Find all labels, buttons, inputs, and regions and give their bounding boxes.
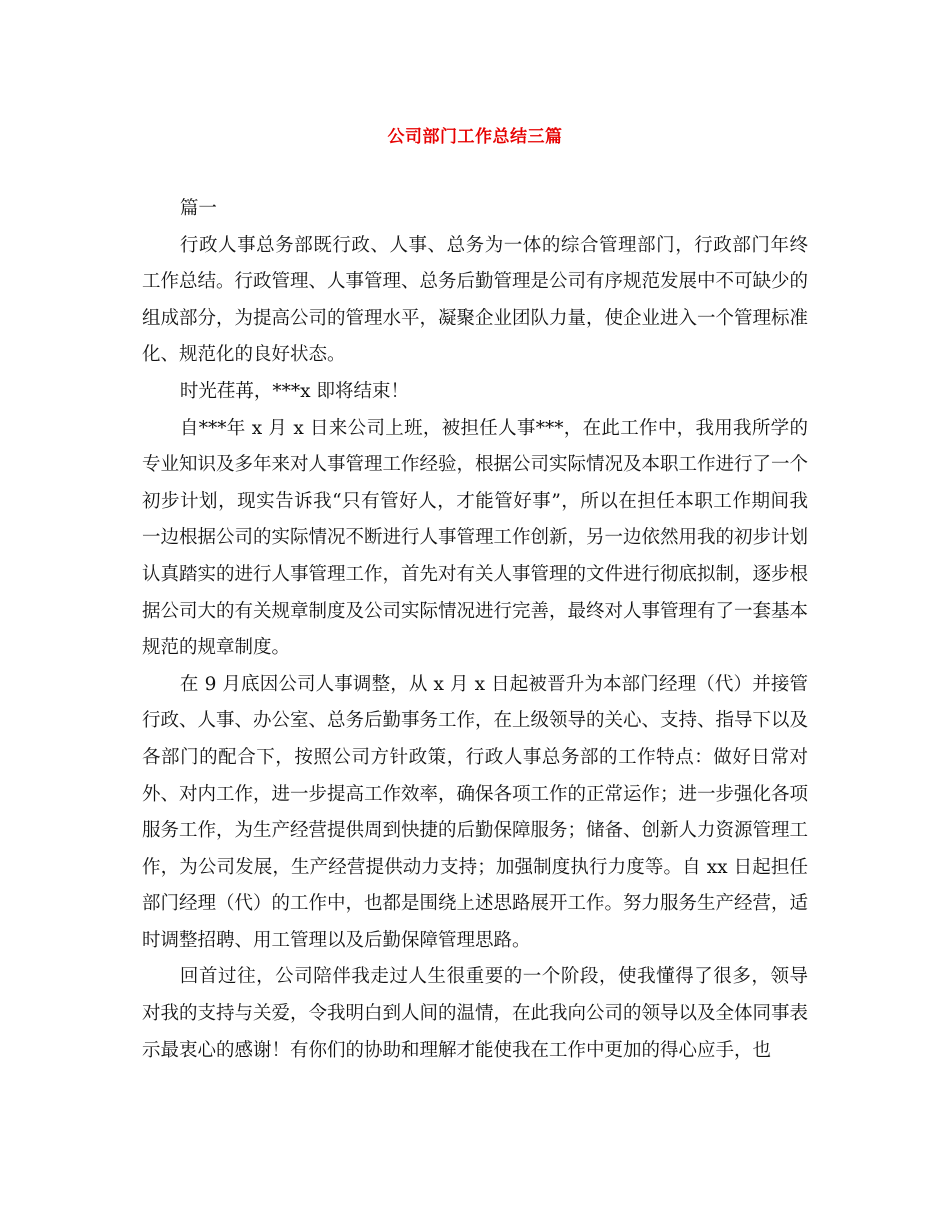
paragraph: 时光荏苒，***x 即将结束！ <box>179 380 409 402</box>
paragraph: 行政人事总务部既行政、人事、总务为一体的综合管理部门，行政部门年终工作总结。行政管理、人事管理、总务后勤管理是公司有序规范发展中不可缺少的组成部分，为提高公司的管理水平，凝聚企业团队力量，使企业进入一个管理标准化、规范化的良好状态。 <box>142 234 809 366</box>
paragraph: 回首过往，公司陪伴我走过人生很重要的一个阶段，使我懂得了很多，领导对我的支持与关爱，令我明白到人间的温情，在此我向公司的领导以及全体同事表示最衷心的感谢！有你们的协助和理解才能使我在工作中更加的得心应手，也 <box>142 966 809 1061</box>
paragraph: 自***年 x 月 x 日来公司上班，被担任人事***，在此工作中，我用我所学的专业知识及多年来对人事管理工作经验，根据公司实际情况及本职工作进行了一个初步计划，现实告诉我“只有管好人，才能管好事”，所以在担任本职工作期间我一边根据公司的实际情况不断进行人事管理工作创新，另一边依然用我的初步计划认真踏实的进行人事管理工作，首先对有关人事管理的文件进行彻底拟制，逐步根据公司大的有关规章制度及公司实际情况进行完善，最终对人事管理有了一套基本规范的规章制度。 <box>142 417 809 659</box>
document-title: 公司部门工作总结三篇 <box>387 127 563 147</box>
document-body <box>142 191 808 1069</box>
paragraph: 在 9 月底因公司人事调整，从 x 月 x 日起被晋升为本部门经理（代）并接管行政、人事、办公室、总务后勤事务工作，在上级领导的关心、支持、指导下以及各部门的配合下，按照公司方针政策，行政人事总务部的工作特点：做好日常对外、对内工作，进一步提高工作效率，确保各项工作的正常运作；进一步强化各项服务工作，为生产经营提供周到快捷的后勤保障服务；储备、创新人力资源管理工作，为公司发展，生产经营提供动力支持；加强制度执行力度等。自 xx 日起担任部门经理（代）的工作中，也都是围绕上述思路展开工作。努力服务生产经营，适时调整招聘、用工管理以及后勤保障管理思路。 <box>142 673 809 951</box>
section-heading: 篇一 <box>179 198 217 219</box>
